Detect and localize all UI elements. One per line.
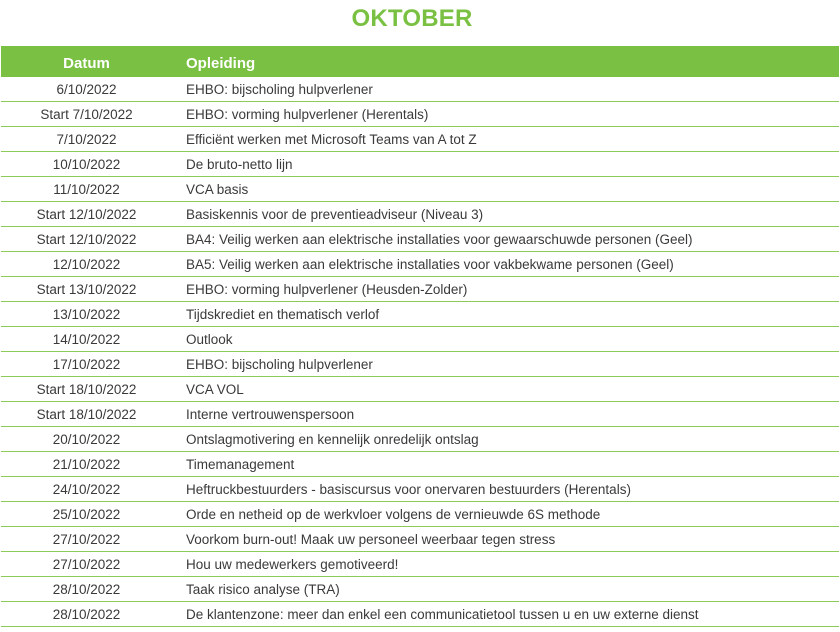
- row-course: Tijdskrediet en thematisch verlof: [186, 306, 380, 322]
- table-body: [1, 77, 839, 627]
- table-row: [1, 452, 839, 477]
- table-row: [1, 352, 839, 377]
- row-course: BA5: Veilig werken aan elektrische installaties voor vakbekwame personen (Geel): [186, 256, 674, 272]
- row-date: 25/10/2022: [52, 506, 121, 522]
- table-row: [1, 302, 839, 327]
- table-row: [1, 277, 839, 302]
- table-row: [1, 77, 839, 102]
- page-title: OKTOBER: [351, 5, 473, 32]
- row-course: EHBO: vorming hulpverlener (Herentals): [186, 106, 429, 122]
- row-date: 27/10/2022: [52, 531, 121, 547]
- row-course: EHBO: vorming hulpverlener (Heusden-Zolder): [186, 281, 468, 297]
- table-row: [1, 377, 839, 402]
- table-row: [1, 477, 839, 502]
- table-row: [1, 327, 839, 352]
- row-date: 28/10/2022: [52, 606, 121, 622]
- row-date: 20/10/2022: [52, 431, 121, 447]
- row-course: Hou uw medewerkers gemotiveerd!: [186, 556, 399, 572]
- column-header-course: Opleiding: [186, 55, 256, 72]
- table-row: [1, 152, 839, 177]
- table-row: [1, 252, 839, 277]
- row-course: Basiskennis voor de preventieadviseur (Niveau 3): [186, 206, 484, 222]
- row-course: VCA VOL: [186, 381, 244, 397]
- table-row: [1, 227, 839, 252]
- row-date: 7/10/2022: [56, 131, 117, 147]
- row-date: Start 7/10/2022: [40, 106, 133, 122]
- row-course: Outlook: [186, 331, 233, 347]
- table-row: [1, 502, 839, 527]
- row-date: 13/10/2022: [52, 306, 121, 322]
- row-course: Orde en netheid op de werkvloer volgens de vernieuwde 6S methode: [186, 506, 601, 522]
- row-date: 17/10/2022: [52, 356, 121, 372]
- row-date: Start 12/10/2022: [36, 206, 137, 222]
- row-date: Start 12/10/2022: [36, 231, 137, 247]
- table-row: [1, 577, 839, 602]
- row-date: Start 18/10/2022: [36, 406, 137, 422]
- row-date: Start 13/10/2022: [36, 281, 137, 297]
- row-course: EHBO: bijscholing hulpverlener: [186, 81, 373, 97]
- row-course: De klantenzone: meer dan enkel een communicatietool tussen u en uw externe dienst: [186, 606, 699, 622]
- table-row: [1, 102, 839, 127]
- row-course: Interne vertrouwenspersoon: [186, 406, 355, 422]
- row-date: 24/10/2022: [52, 481, 121, 497]
- row-course: Taak risico analyse (TRA): [186, 581, 340, 597]
- row-date: 14/10/2022: [52, 331, 121, 347]
- row-course: Voorkom burn-out! Maak uw personeel weerbaar tegen stress: [186, 531, 556, 547]
- table-header: [1, 46, 839, 77]
- table-row: [1, 202, 839, 227]
- row-course: De bruto-netto lijn: [186, 156, 293, 172]
- table-row: [1, 602, 839, 627]
- row-date: 12/10/2022: [52, 256, 121, 272]
- row-course: VCA basis: [186, 181, 249, 197]
- column-header-date: Datum: [63, 55, 110, 72]
- table-row: [1, 427, 839, 452]
- row-date: 28/10/2022: [52, 581, 121, 597]
- row-date: 21/10/2022: [52, 456, 121, 472]
- row-date: 11/10/2022: [53, 181, 120, 197]
- row-course: EHBO: bijscholing hulpverlener: [186, 356, 373, 372]
- row-course: Efficiënt werken met Microsoft Teams van A tot Z: [186, 131, 477, 147]
- row-date: 10/10/2022: [52, 156, 121, 172]
- table-row: [1, 177, 839, 202]
- row-course: Timemanagement: [186, 456, 295, 472]
- table-row: [1, 527, 839, 552]
- table-row: [1, 552, 839, 577]
- row-date: Start 18/10/2022: [36, 381, 137, 397]
- row-date: 27/10/2022: [52, 556, 121, 572]
- training-table: [1, 46, 839, 627]
- table-row: [1, 402, 839, 427]
- row-date: 6/10/2022: [56, 81, 117, 97]
- row-course: Heftruckbestuurders - basiscursus voor onervaren bestuurders (Herentals): [186, 481, 631, 497]
- table-row: [1, 127, 839, 152]
- row-course: BA4: Veilig werken aan elektrische installaties voor gewaarschuwde personen (Geel): [186, 231, 693, 247]
- row-course: Ontslagmotivering en kennelijk onredelijk ontslag: [186, 431, 479, 447]
